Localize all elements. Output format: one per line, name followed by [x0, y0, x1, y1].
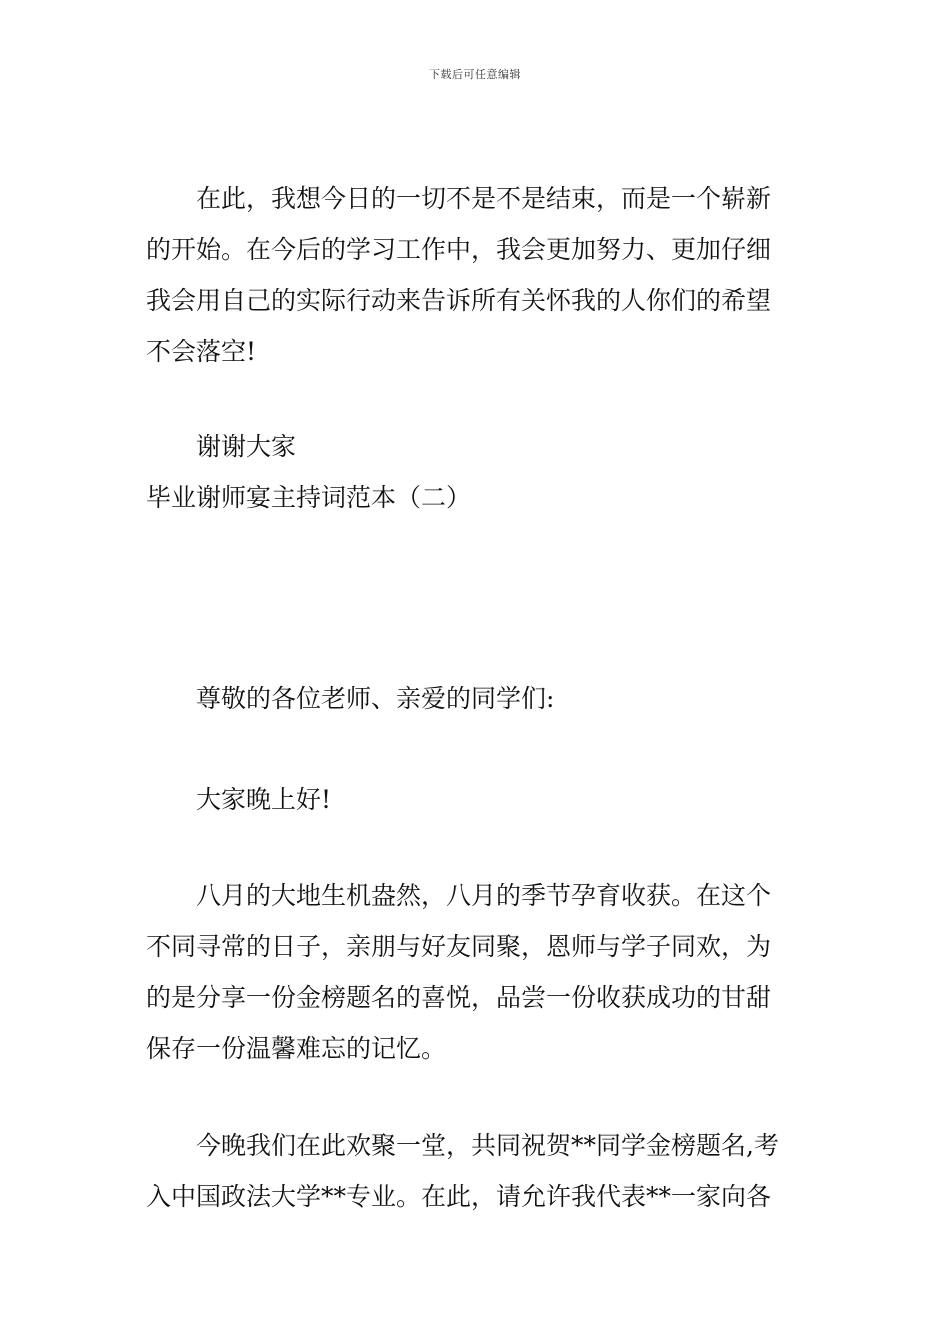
- paragraph-1-line-1: 在此，我想今日的一切不是不是结束，而是一个崭新: [196, 184, 772, 213]
- section-title: 毕业谢师宴主持词范本（二）: [146, 483, 472, 512]
- paragraph-5-line-3: 的是分享一份金榜题名的喜悦，品尝一份收获成功的甘甜: [146, 983, 772, 1012]
- paragraph-1-line-4: 不会落空!: [146, 337, 257, 366]
- paragraph-1-line-2: 的开始。在今后的学习工作中，我会更加努力、更加仔细: [146, 235, 772, 264]
- paragraph-thanks: 谢谢大家: [196, 432, 297, 461]
- paragraph-6-line-2: 入中国政法大学**专业。在此，请允许我代表**一家向各: [146, 1182, 772, 1211]
- page-header-note: 下载后可任意编辑: [429, 68, 521, 81]
- paragraph-greeting: 尊敬的各位老师、亲爱的同学们:: [196, 684, 555, 713]
- paragraph-1-line-3: 我会用自己的实际行动来告诉所有关怀我的人你们的希望: [146, 286, 772, 315]
- paragraph-6-line-1: 今晚我们在此欢聚一堂，共同祝贺**同学金榜题名,考: [196, 1131, 779, 1160]
- paragraph-good-evening: 大家晚上好!: [196, 785, 332, 814]
- paragraph-5-line-4: 保存一份温馨难忘的记忆。: [146, 1034, 447, 1063]
- paragraph-5-line-1: 八月的大地生机盎然，八月的季节孕育收获。在这个: [196, 881, 772, 910]
- paragraph-5-line-2: 不同寻常的日子，亲朋与好友同聚，恩师与学子同欢，为: [146, 932, 772, 961]
